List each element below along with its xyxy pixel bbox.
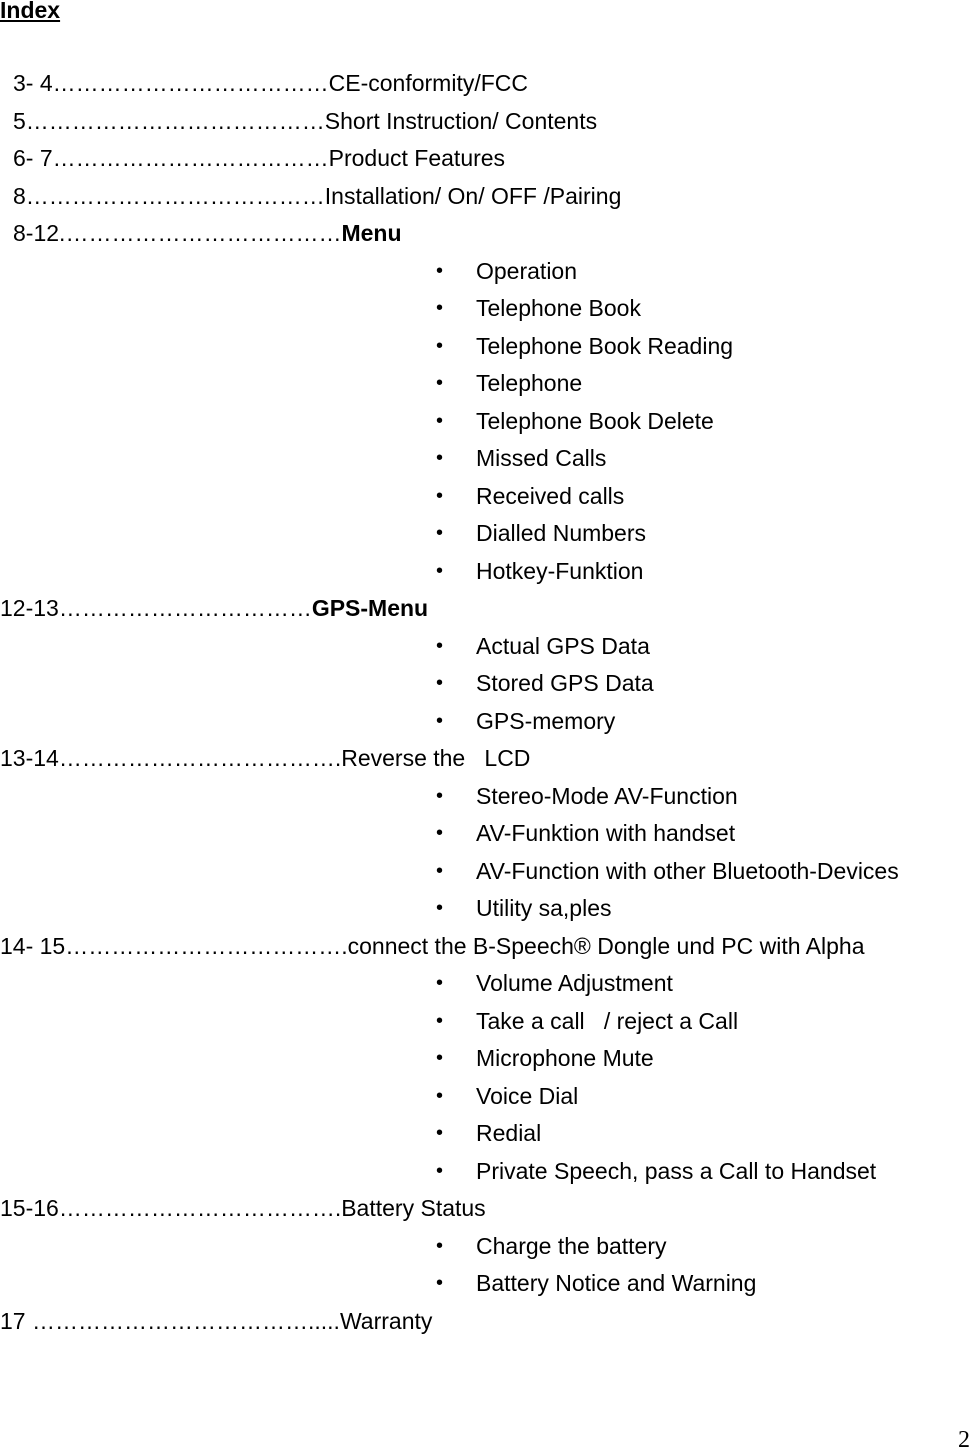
toc-entry-label: Short Instruction/ Contents xyxy=(324,108,598,134)
toc-entry-leader: ………………………………. xyxy=(65,933,348,959)
bullet-icon: • xyxy=(436,785,444,807)
toc-entry-pages: 3- 4 xyxy=(13,70,53,96)
bullet-icon: • xyxy=(436,1235,444,1257)
bullet-icon: • xyxy=(436,485,444,507)
toc-entry-leader: ……………………………… xyxy=(52,145,329,171)
toc-bullet-label: Charge the battery xyxy=(476,1233,667,1259)
bullet-icon: • xyxy=(436,1272,444,1294)
toc-entry-pages: 13-14 xyxy=(0,745,59,771)
toc-entry xyxy=(0,933,865,960)
toc-entry xyxy=(13,70,528,97)
bullet-icon: • xyxy=(436,1122,444,1144)
toc-entry-label: Product Features xyxy=(328,145,506,171)
toc-bullet-label: Battery Notice and Warning xyxy=(476,1270,757,1296)
toc-entry-pages: 5 xyxy=(13,108,26,134)
toc-entry-label: GPS-Menu xyxy=(311,595,429,621)
toc-entry-leader: ………………………………. xyxy=(58,745,342,771)
toc-entry-label: connect the B-Speech® Dongle und PC with Alpha xyxy=(347,933,865,959)
toc-bullet-label: AV-Function with other Bluetooth-Devices xyxy=(476,858,899,884)
toc-bullet-label: Voice Dial xyxy=(476,1083,579,1109)
bullet-icon: • xyxy=(436,297,444,319)
toc-entry-leader: ……………………………… xyxy=(65,220,342,246)
toc-entry xyxy=(13,220,402,247)
bullet-icon: • xyxy=(436,1085,444,1107)
bullet-icon: • xyxy=(436,372,444,394)
bullet-icon: • xyxy=(436,522,444,544)
bullet-icon: • xyxy=(436,560,444,582)
toc-entry-pages: 12-13 xyxy=(0,595,59,621)
toc-bullet-label: Take a call / reject a Call xyxy=(476,1008,739,1034)
bullet-icon: • xyxy=(436,260,444,282)
toc-bullet-label: Hotkey-Funktion xyxy=(476,558,644,584)
toc-entry-pages: 15-16 xyxy=(0,1195,59,1221)
toc-entry-leader: ………………………………… xyxy=(25,108,325,134)
toc-entry-pages: 17 xyxy=(0,1308,32,1334)
toc-entry xyxy=(0,1308,432,1335)
bullet-icon: • xyxy=(436,1047,444,1069)
toc-bullet-label: Redial xyxy=(476,1120,542,1146)
toc-entry xyxy=(13,145,505,172)
toc-entry-label: Battery Status xyxy=(341,1195,486,1221)
bullet-icon: • xyxy=(436,635,444,657)
toc-entry-pages: 8 xyxy=(13,183,26,209)
toc-entry xyxy=(0,595,428,622)
toc-bullet-label: Private Speech, pass a Call to Handset xyxy=(476,1158,877,1184)
toc-entry-label: Installation/ On/ OFF /Pairing xyxy=(324,183,622,209)
toc-entry-label: CE-conformity/FCC xyxy=(328,70,528,96)
bullet-icon: • xyxy=(436,1160,444,1182)
toc-entry xyxy=(0,745,530,772)
toc-entry-label: Warranty xyxy=(339,1308,433,1334)
toc-bullet-label: Actual GPS Data xyxy=(476,633,650,659)
bullet-icon: • xyxy=(436,710,444,732)
toc-bullet-label: Operation xyxy=(476,258,578,284)
toc-bullet-label: Microphone Mute xyxy=(476,1045,654,1071)
toc-bullet-label: Missed Calls xyxy=(476,445,607,471)
toc-entry-leader: …………………………… xyxy=(58,595,312,621)
toc-bullet-label: Telephone Book xyxy=(476,295,641,321)
bullet-icon: • xyxy=(436,972,444,994)
index-title: Index xyxy=(0,0,61,23)
toc-bullet-label: Received calls xyxy=(476,483,625,509)
toc-entry xyxy=(13,183,621,210)
toc-bullet-label: Volume Adjustment xyxy=(476,970,673,996)
toc-bullet-label: Telephone Book Reading xyxy=(476,333,734,359)
toc-entry-pages: 8-12. xyxy=(13,220,66,246)
toc-entry-label: Reverse the LCD xyxy=(341,745,531,771)
toc-bullet-label: Stereo-Mode AV-Function xyxy=(476,783,738,809)
toc-bullet-label: Dialled Numbers xyxy=(476,520,647,546)
toc-entry-pages: 14- 15 xyxy=(0,933,66,959)
bullet-icon: • xyxy=(436,672,444,694)
toc-bullet-label: AV-Funktion with handset xyxy=(476,820,736,846)
bullet-icon: • xyxy=(436,410,444,432)
toc-entry-leader: ……………………………… xyxy=(52,70,329,96)
toc-bullet-label: Telephone Book Delete xyxy=(476,408,714,434)
toc-bullet-label: Stored GPS Data xyxy=(476,670,654,696)
page-number: 2 xyxy=(958,1427,970,1453)
toc-bullet-label: Telephone xyxy=(476,370,583,396)
toc-entry-leader: ………………………………..... xyxy=(31,1308,340,1334)
toc-entry-label: Menu xyxy=(341,220,402,246)
toc-entry-leader: ………………………………. xyxy=(58,1195,342,1221)
bullet-icon: • xyxy=(436,447,444,469)
toc-entry xyxy=(13,108,597,135)
toc-bullet-label: GPS-memory xyxy=(476,708,616,734)
toc-entry xyxy=(0,1195,486,1222)
bullet-icon: • xyxy=(436,860,444,882)
bullet-icon: • xyxy=(436,1010,444,1032)
bullet-icon: • xyxy=(436,822,444,844)
bullet-icon: • xyxy=(436,335,444,357)
toc-entry-leader: ………………………………… xyxy=(25,183,325,209)
toc-entry-pages: 6- 7 xyxy=(13,145,53,171)
bullet-icon: • xyxy=(436,897,444,919)
toc-bullet-label: Utility sa,ples xyxy=(476,895,612,921)
